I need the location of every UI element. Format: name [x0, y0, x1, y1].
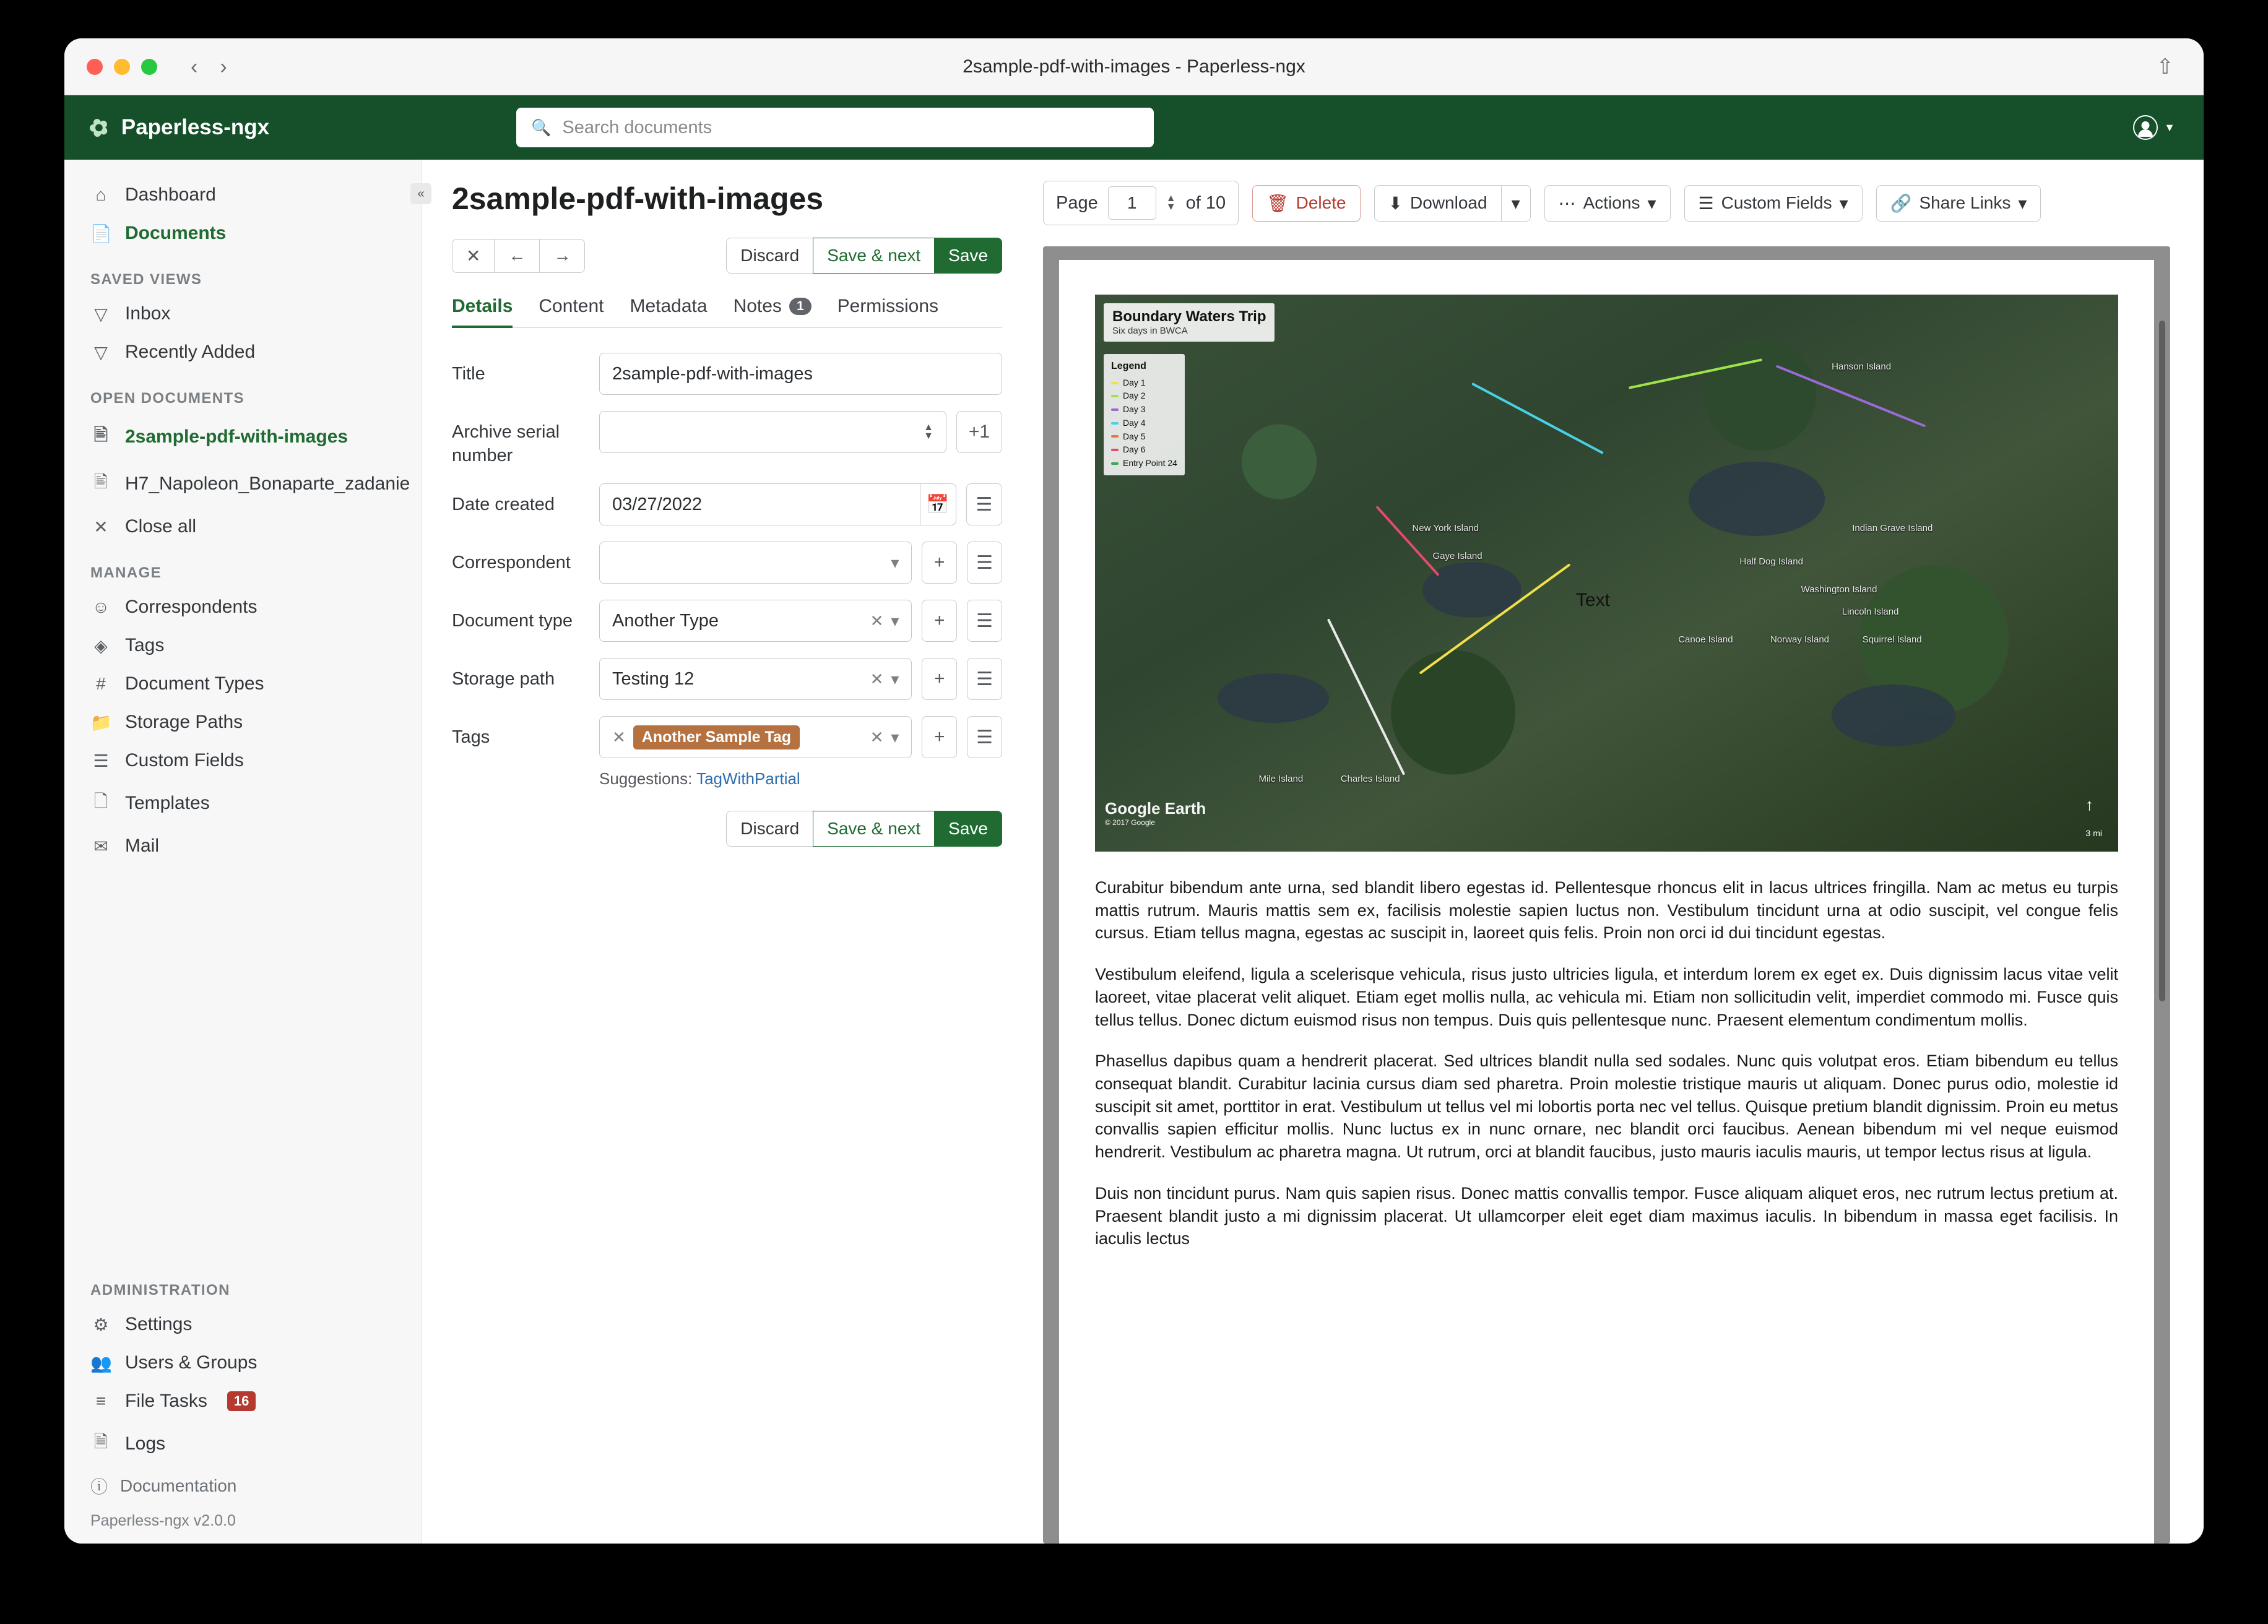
sidebar-item-open-doc-2[interactable] — [64, 460, 422, 508]
sidebar-section-administration: ADMINISTRATION — [90, 1282, 230, 1298]
sidebar-item-label: Settings — [125, 1314, 193, 1334]
map-place-label: Canoe Island — [1678, 634, 1733, 645]
document-editor — [422, 160, 1032, 1544]
app-version: Paperless-ngx v2.0.0 — [90, 1512, 236, 1529]
window-titlebar — [64, 38, 2204, 95]
calendar-icon[interactable]: 📅 — [920, 483, 956, 525]
field-tags — [452, 716, 1002, 758]
tab-label: Metadata — [630, 296, 708, 316]
app-header — [64, 95, 2204, 160]
document-nav-group[interactable] — [452, 239, 585, 273]
delete-button[interactable] — [1252, 185, 1360, 222]
sliders-icon: ☰ — [93, 751, 109, 771]
next-document-button[interactable]: → — [539, 239, 585, 273]
editor-toolbar — [452, 238, 1002, 274]
sidebar-item-settings[interactable] — [64, 1305, 422, 1344]
sidebar-item-storage-paths[interactable] — [64, 703, 422, 741]
tag-chip[interactable]: Another Sample Tag — [633, 725, 800, 749]
map-place-label: Norway Island — [1770, 634, 1830, 645]
map-place-label: Gaye Island — [1432, 551, 1482, 561]
actions-label: Actions — [1583, 193, 1640, 212]
tab-label: Notes — [733, 296, 782, 316]
trash-icon: 🗑 — [1266, 193, 1289, 213]
map-place-label: Lincoln Island — [1842, 607, 1899, 617]
tags-select[interactable] — [599, 716, 912, 758]
preview-toolbar — [1043, 181, 2170, 225]
map-image — [1095, 295, 2118, 852]
document-type-value: Another Type — [612, 610, 719, 631]
map-place-label: Squirrel Island — [1862, 634, 1922, 645]
leaf-icon: ✿ — [85, 112, 113, 144]
map-attribution — [1105, 799, 1206, 827]
custom-fields-button[interactable] — [1684, 185, 1863, 222]
tab-permissions[interactable] — [838, 296, 938, 327]
share-icon[interactable]: ⇧ — [2156, 54, 2174, 79]
date-filter-icon[interactable]: ☰ — [966, 483, 1002, 525]
user-circle-icon — [2133, 115, 2158, 140]
sidebar-item-logs[interactable] — [64, 1420, 422, 1467]
sidebar-item-label: Templates — [125, 793, 210, 813]
sidebar-item-open-doc-1[interactable] — [64, 413, 422, 460]
file-text-icon: 🖹 — [93, 425, 108, 444]
page-stepper[interactable]: ▲ ▼ — [1166, 192, 1176, 212]
funnel-icon: ▽ — [94, 342, 108, 362]
save-group-bottom[interactable] — [726, 811, 1002, 847]
sidebar-item-dashboard[interactable] — [64, 176, 422, 214]
legend-item: Day 4 — [1123, 417, 1146, 428]
previous-document-button[interactable]: ← — [494, 239, 539, 273]
paragraph: Phasellus dapibus quam a hendrerit placerat. Sed ultrices blandit nulla sed sodales. Nunc quis volutpat eros. Etiam bibendum eu tellus consequat blandit. Curabitur lacinia cursus diam sed pharetra. Proin molestie tristique mauris ut aliquam. Donec purus odio, molestie id suscipit sit amet, porttitor in erat. Vestibulum ut tellus vel mi lobortis porta nec vel tellus. Quisque pretium blandit dignissim. Proin eu metus convallis sapien efficitur mollis. Nunc luctus ex in nunc ornare, nec blandit orci faucibus. Aenean bibendum mi vel neque euismod hendrerit. Vestibulum ac pharetra magna. Ut rutrum, orci at blandit faucibus, justo mauris iaculis mauris, ut tempor lectus risus at ligula. — [1095, 1052, 2118, 1162]
field-label-tags: Tags — [452, 727, 490, 748]
share-links-label: Share Links — [1919, 193, 2011, 212]
sidebar-item-documents[interactable] — [64, 214, 422, 253]
sidebar-item-file-tasks[interactable] — [64, 1382, 422, 1420]
sidebar-item-label: Document Types — [125, 673, 264, 694]
tab-details[interactable] — [452, 296, 513, 327]
tab-label: Content — [539, 296, 604, 316]
title-input[interactable] — [599, 353, 1002, 395]
sidebar-item-label: Storage Paths — [125, 712, 243, 732]
remove-tag-icon[interactable]: ✕ — [612, 727, 626, 746]
sidebar-item-inbox[interactable] — [64, 295, 422, 333]
sidebar-item-label: Documentation — [120, 1476, 237, 1495]
user-menu[interactable] — [2133, 115, 2175, 140]
person-icon: ☺ — [92, 597, 110, 616]
sidebar-item-templates[interactable] — [64, 780, 422, 827]
chevron-down-icon: ▾ — [1647, 193, 1656, 213]
download-button[interactable] — [1374, 185, 1501, 222]
sidebar-item-label: Close all — [125, 516, 197, 537]
map-place-label: Washington Island — [1801, 584, 1877, 595]
field-label-date-created: Date created — [452, 495, 555, 515]
home-icon: ⌂ — [95, 185, 106, 204]
add-tag-button[interactable]: + — [922, 716, 957, 758]
map-place-label: Half Dog Island — [1739, 556, 1803, 567]
add-correspondent-button[interactable]: + — [922, 542, 957, 584]
storage-path-select[interactable] — [599, 658, 912, 700]
editor-bottom-actions — [452, 811, 1002, 847]
field-label-storage-path: Storage path — [452, 669, 555, 689]
map-scale-label: 3 mi — [2085, 828, 2102, 838]
chevron-down-icon: ▼ — [2164, 121, 2175, 134]
sidebar-item-documentation[interactable] — [64, 1467, 422, 1505]
editor-tabs[interactable] — [452, 296, 1002, 328]
search-input[interactable] — [561, 117, 1139, 139]
download-label: Download — [1410, 193, 1487, 212]
field-date-created — [452, 483, 1002, 525]
field-archive-serial-number — [452, 411, 1002, 467]
storage-path-value: Testing 12 — [612, 668, 695, 689]
share-links-button[interactable] — [1876, 185, 2041, 222]
sidebar-item-close-all[interactable] — [64, 508, 422, 546]
sliders-icon: ☰ — [1698, 193, 1714, 213]
chevron-down-icon[interactable]: ▾ — [891, 727, 899, 746]
sidebar-item-label: Custom Fields — [125, 750, 244, 771]
search-icon: 🔍 — [531, 118, 552, 137]
gear-icon: ⚙ — [93, 1315, 109, 1334]
file-earmark-icon: 🗋 — [93, 792, 108, 811]
custom-fields-label: Custom Fields — [1721, 193, 1832, 212]
legend-title: Legend — [1111, 361, 1146, 371]
actions-button[interactable] — [1544, 185, 1671, 222]
field-label-asn: Archive serial number — [452, 422, 560, 465]
download-icon: ⬇ — [1388, 193, 1403, 213]
correspondent-select[interactable] — [599, 542, 912, 584]
page-control[interactable] — [1043, 181, 1239, 225]
chevron-down-icon[interactable]: ▾ — [891, 611, 899, 630]
file-text-icon: 🖹 — [93, 472, 108, 491]
tab-content[interactable] — [539, 296, 604, 327]
pdf-scrollbar[interactable] — [2159, 321, 2165, 1001]
field-document-type — [452, 600, 1002, 642]
close-icon: ✕ — [93, 517, 108, 537]
window-title: 2sample-pdf-with-images - Paperless-ngx — [963, 56, 1305, 77]
file-tasks-badge: 16 — [227, 1391, 256, 1411]
field-label-document-type: Document type — [452, 611, 573, 631]
date-created-value: 03/27/2022 — [612, 494, 703, 514]
sidebar-item-label: Correspondents — [125, 597, 258, 617]
add-storage-path-button[interactable]: + — [922, 658, 957, 700]
clear-document-type-icon[interactable]: ✕ — [870, 611, 884, 630]
save-group-top[interactable] — [726, 238, 1002, 274]
date-created-input[interactable] — [599, 483, 920, 525]
sidebar-item-label: Recently Added — [125, 342, 256, 362]
tag-icon: ◈ — [94, 636, 108, 655]
field-storage-path — [452, 658, 1002, 700]
download-dropdown-toggle[interactable]: ▾ — [1501, 185, 1531, 222]
chevron-down-icon: ▾ — [2018, 193, 2027, 213]
clear-tags-icon[interactable]: ✕ — [870, 727, 884, 746]
sidebar-item-mail[interactable] — [64, 827, 422, 865]
save-and-next-button-bottom[interactable]: Save & next — [813, 811, 934, 847]
sidebar-item-label: Documents — [125, 223, 227, 243]
map-attribution-label: Google Earth — [1105, 799, 1206, 818]
document-type-select[interactable] — [599, 600, 912, 642]
map-center-text: Text — [1575, 590, 1610, 610]
field-label-correspondent: Correspondent — [452, 553, 571, 573]
asn-stepper[interactable]: ▲ ▼ — [924, 421, 933, 441]
back-icon[interactable]: ‹ — [191, 54, 198, 79]
sidebar-item-users-groups[interactable] — [64, 1344, 422, 1382]
save-button-bottom[interactable]: Save — [934, 811, 1002, 847]
sidebar-item-label: Tags — [125, 635, 165, 655]
list-task-icon: ≡ — [95, 1391, 106, 1410]
document-type-filter-icon[interactable]: ☰ — [967, 600, 1002, 642]
sidebar-item-recently-added[interactable] — [64, 333, 422, 371]
compass-north-icon: ↑ — [2085, 795, 2093, 814]
page-label: Page — [1056, 192, 1098, 213]
page-total-label: of 10 — [1185, 192, 1226, 213]
field-title — [452, 353, 1002, 395]
legend-item: Entry Point 24 — [1123, 457, 1177, 468]
map-legend — [1104, 354, 1185, 475]
people-icon: 👥 — [90, 1353, 112, 1373]
save-and-next-button[interactable]: Save & next — [813, 238, 934, 274]
discard-button-bottom[interactable]: Discard — [726, 811, 813, 847]
sidebar-item-label: 2sample-pdf-with-images — [125, 426, 348, 447]
map-place-label: Mile Island — [1258, 774, 1304, 784]
app-body — [64, 160, 2204, 1544]
sidebar-item-label: Dashboard — [125, 184, 216, 205]
field-label-title: Title — [452, 364, 485, 384]
map-place-label: Charles Island — [1340, 774, 1400, 784]
sidebar-section-open-documents: OPEN DOCUMENTS — [90, 390, 245, 407]
funnel-icon: ▽ — [94, 304, 108, 324]
storage-path-filter-icon[interactable]: ☰ — [967, 658, 1002, 700]
chevron-double-left-icon[interactable]: « — [410, 183, 431, 204]
title-value: 2sample-pdf-with-images — [612, 363, 813, 384]
suggestions-label: Suggestions: — [599, 769, 693, 788]
suggestion-tagwithpartial[interactable]: TagWithPartial — [696, 769, 800, 788]
sidebar-section-saved-views: SAVED VIEWS — [90, 271, 202, 288]
sidebar-item-label: Mail — [125, 836, 160, 856]
map-title: Boundary Waters Trip — [1112, 308, 1266, 325]
map-place-label: Hanson Island — [1832, 361, 1892, 372]
search-box[interactable] — [516, 108, 1154, 147]
ellipsis-icon: ⋯ — [1558, 193, 1576, 213]
sidebar-footer — [64, 1263, 422, 1530]
download-split-button[interactable] — [1374, 185, 1531, 222]
map-place-label: New York Island — [1412, 523, 1479, 533]
add-document-type-button[interactable]: + — [922, 600, 957, 642]
sidebar-item-label: File Tasks — [125, 1391, 207, 1411]
legend-item: Day 5 — [1123, 431, 1146, 441]
discard-button[interactable]: Discard — [726, 238, 813, 274]
link-icon: 🔗 — [1890, 193, 1912, 213]
brand[interactable] — [85, 112, 270, 144]
clear-storage-path-icon[interactable]: ✕ — [870, 669, 884, 688]
brand-label: Paperless-ngx — [121, 115, 270, 139]
tags-filter-icon[interactable]: ☰ — [967, 716, 1002, 758]
document-preview — [1032, 160, 2204, 1544]
map-place-label: Indian Grave Island — [1852, 523, 1933, 533]
legend-item: Day 3 — [1123, 404, 1146, 415]
tab-metadata[interactable] — [630, 296, 707, 327]
envelope-icon: ✉ — [93, 836, 108, 856]
chevron-down-icon: ▾ — [1839, 193, 1848, 213]
notes-count-badge: 1 — [789, 298, 812, 315]
tab-label: Details — [452, 296, 513, 316]
save-button[interactable]: Save — [934, 238, 1002, 274]
folder-icon: 📁 — [90, 712, 112, 732]
paragraph: Curabitur bibendum ante urna, sed blandit libero egestas id. Pellentesque rhoncus elit in lacus ultrices fringilla. Nam ac metus eu turpis mattis rutrum. Mauris mattis sem ex, facilisis molestie sapien luctus non. Vestibulum tincidunt urna at odio suscipit, vel congue felis cursus. Etiam tellus magna, egestas ac suscipit in, laoreet quis felis. Proin non orci id dui tincidunt egestas. — [1095, 878, 2118, 943]
sidebar — [64, 160, 425, 1544]
documents-icon: 📄 — [90, 223, 112, 243]
field-correspondent — [452, 542, 1002, 584]
pdf-body-text — [1095, 876, 2118, 1250]
chevron-down-icon[interactable]: ▾ — [891, 553, 899, 572]
sidebar-item-custom-fields[interactable] — [64, 741, 422, 780]
tab-notes[interactable] — [734, 296, 812, 327]
app-window — [64, 38, 2204, 1544]
page-number-input[interactable]: 1 — [1108, 186, 1156, 220]
forward-icon[interactable]: › — [220, 54, 227, 79]
sidebar-item-label: H7_Napoleon_Bonaparte_zadanie — [125, 473, 410, 494]
legend-item: Day 1 — [1123, 377, 1146, 387]
close-document-button[interactable]: ✕ — [452, 239, 494, 273]
sidebar-item-label: Inbox — [125, 303, 171, 324]
map-subtitle: Six days in BWCA — [1112, 326, 1188, 336]
main-area — [422, 160, 2204, 1544]
legend-item: Day 2 — [1123, 391, 1146, 401]
file-lines-icon: 🗎 — [93, 1432, 108, 1451]
asn-input[interactable] — [599, 411, 946, 453]
map-attribution-sub: © 2017 Google — [1105, 818, 1155, 827]
map-title-box — [1104, 303, 1275, 342]
sidebar-item-tags[interactable] — [64, 626, 422, 665]
pdf-viewer[interactable] — [1043, 246, 2170, 1544]
correspondent-filter-icon[interactable]: ☰ — [967, 542, 1002, 584]
hash-icon: # — [96, 674, 106, 693]
sidebar-section-manage: MANAGE — [90, 564, 162, 581]
info-circle-icon: ⓘ — [90, 1477, 108, 1497]
sidebar-item-label: Users & Groups — [125, 1352, 258, 1373]
tag-suggestions — [599, 769, 1002, 788]
paragraph: Vestibulum eleifend, ligula a scelerisque vehicula, risus justo ultricies ligula, et interdum lorem ex eget ex. Duis dignissim lacus vitae velit laoreet, vitae placerat velit aliquet. Etiam eget mollis nulla, ac vehicula mi. Etiam non sollicitudin velit, imperdiet commodo mi. Fusce quis tellus tellus. Donec dictum euismod risus non tempus. Duis quis pellentesque nunc. Praesent elementum condimentum mollis. — [1095, 965, 2118, 1029]
legend-item: Day 6 — [1123, 444, 1146, 455]
sidebar-item-document-types[interactable] — [64, 665, 422, 703]
chevron-down-icon[interactable]: ▾ — [891, 669, 899, 688]
delete-label: Delete — [1296, 193, 1346, 212]
tab-label: Permissions — [837, 296, 938, 316]
sidebar-item-correspondents[interactable] — [64, 588, 422, 626]
sidebar-item-label: Logs — [125, 1433, 166, 1454]
asn-next-button[interactable]: +1 — [956, 411, 1002, 453]
pdf-page — [1059, 260, 2154, 1544]
page-title: 2sample-pdf-with-images — [452, 181, 824, 216]
paragraph: Duis non tincidunt purus. Nam quis sapien risus. Donec mattis convallis tempor. Fusce aliquam aliquet eros, nec rutrum lectus pretium at. Praesent blandit justo a mi dignissim placerat. Ut ullamcorper eleit eget diam maximus iaculis. In bibendum in massa eget facilisis. In iaculis lectus — [1095, 1183, 2118, 1248]
